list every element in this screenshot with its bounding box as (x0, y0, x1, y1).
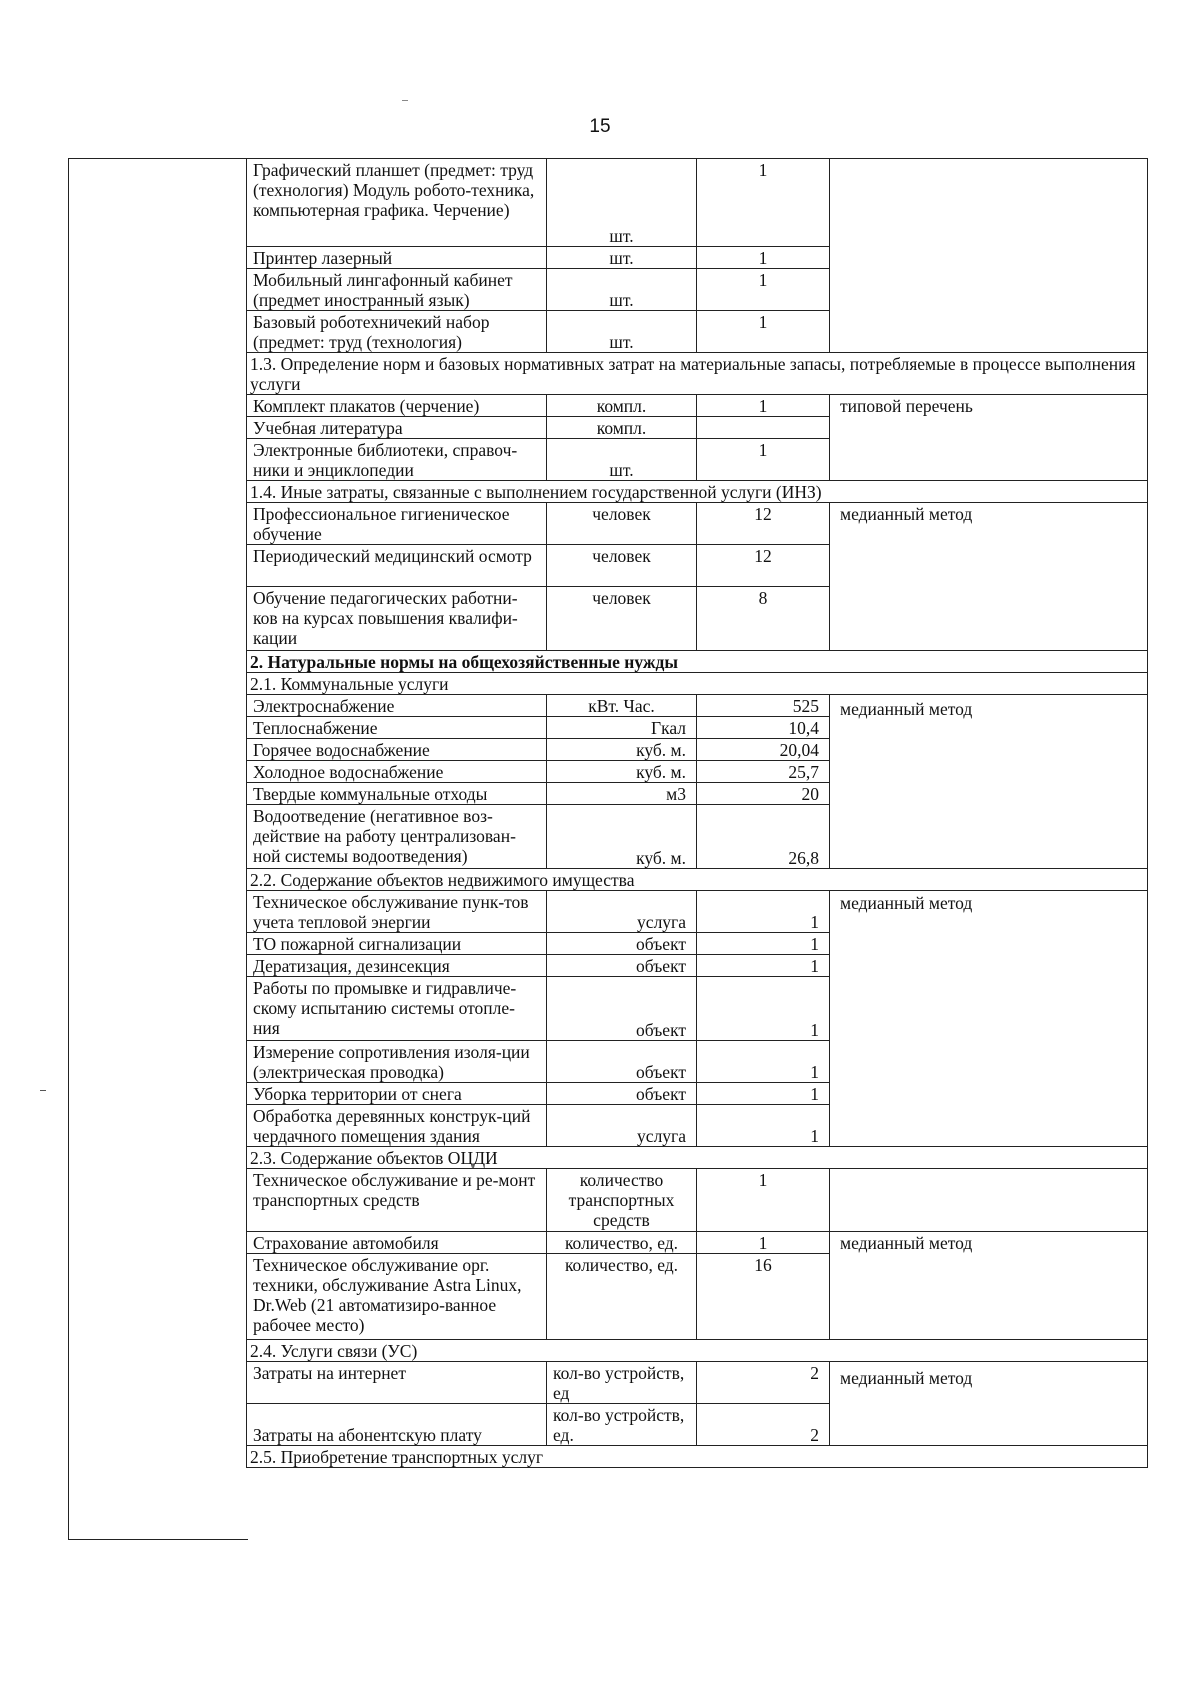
item-note: медианный метод (830, 891, 1148, 1147)
item-unit: куб. м. (547, 805, 697, 869)
item-value: 26,8 (697, 805, 830, 869)
item-value: 25,7 (697, 761, 830, 783)
item-unit: количество, ед. (547, 1254, 697, 1340)
item-unit: объект (547, 1083, 697, 1105)
item-unit: шт. (547, 269, 697, 311)
item-note: медианный метод (830, 503, 1148, 651)
item-value: 1 (697, 933, 830, 955)
page-number: 15 (589, 116, 611, 137)
item-unit: Гкал (547, 717, 697, 739)
item-value: 20,04 (697, 739, 830, 761)
item-name: Обработка деревянных конструк-ций чердачного помещения здания (247, 1105, 547, 1147)
item-name: Электроснабжение (247, 695, 547, 717)
section-header: 2.5. Приобретение транспортных услуг (247, 1446, 1148, 1468)
item-name: Обучение педагогических работни-ков на курсах повышения квалифи-кации (247, 587, 547, 651)
item-name: Периодический медицинский осмотр (247, 545, 547, 587)
item-name: Техническое обслуживание орг. техники, обслуживание Astra Linux, Dr.Web (21 автоматизиро-ванное рабочее место) (247, 1254, 547, 1340)
left-empty-column (68, 158, 248, 1540)
item-name: Графический планшет (предмет: труд (технология) Модуль робото-техника, компьютерная графика. Черчение) (247, 159, 547, 247)
item-name: Мобильный лингафонный кабинет (предмет иностранный язык) (247, 269, 547, 311)
item-name: Базовый роботехничекий набор (предмет: труд (технология) (247, 311, 547, 353)
item-value: 1 (697, 269, 830, 311)
item-unit: шт. (547, 159, 697, 247)
item-value: 1 (697, 1105, 830, 1147)
item-unit: объект (547, 977, 697, 1041)
item-value: 1 (697, 395, 830, 417)
item-name: Измерение сопротивления изоля-ции (электрическая проводка) (247, 1041, 547, 1083)
item-unit: куб. м. (547, 761, 697, 783)
item-unit: услуга (547, 1105, 697, 1147)
item-unit: кол-во устройств, ед (547, 1362, 697, 1404)
item-value: 1 (697, 1232, 830, 1254)
item-note (830, 1169, 1148, 1232)
item-value: 1 (697, 891, 830, 933)
item-name: Профессиональное гигиеническое обучение (247, 503, 547, 545)
item-note (830, 159, 1148, 353)
item-unit: объект (547, 933, 697, 955)
item-name: Комплект плакатов (черчение) (247, 395, 547, 417)
item-name: Техническое обслуживание и ре-монт транспортных средств (247, 1169, 547, 1232)
item-note: медианный метод (830, 695, 1148, 869)
item-unit: кол-во устройств, ед. (547, 1404, 697, 1446)
norms-table (246, 158, 1148, 1468)
item-value: 8 (697, 587, 830, 651)
section-header: 2. Натуральные нормы на общехозяйственные нужды (247, 651, 1148, 673)
item-name: Водоотведение (негативное воз-действие на работу централизован-ной системы водоотведения) (247, 805, 547, 869)
item-value: 525 (697, 695, 830, 717)
item-name: Затраты на абонентскую плату (247, 1404, 547, 1446)
item-unit: объект (547, 1041, 697, 1083)
item-name: Принтер лазерный (247, 247, 547, 269)
item-value: 1 (697, 311, 830, 353)
item-value (697, 417, 830, 439)
item-unit: человек (547, 545, 697, 587)
item-value: 1 (697, 955, 830, 977)
item-name: Горячее водоснабжение (247, 739, 547, 761)
item-name: Уборка территории от снега (247, 1083, 547, 1105)
item-unit: количество, ед. (547, 1232, 697, 1254)
item-unit: кВт. Час. (547, 695, 697, 717)
item-name: Учебная литература (247, 417, 547, 439)
item-name: Холодное водоснабжение (247, 761, 547, 783)
item-value: 1 (697, 977, 830, 1041)
item-value: 1 (697, 1083, 830, 1105)
item-name: Теплоснабжение (247, 717, 547, 739)
item-unit: компл. (547, 395, 697, 417)
section-header: 2.2. Содержание объектов недвижимого имущества (247, 869, 1148, 891)
section-header: 2.4. Услуги связи (УС) (247, 1340, 1148, 1362)
item-value: 1 (697, 247, 830, 269)
item-value: 1 (697, 439, 830, 481)
item-unit: количество транспортных средств (547, 1169, 697, 1232)
scan-mark (402, 100, 408, 101)
item-value: 2 (697, 1362, 830, 1404)
item-name: Страхование автомобиля (247, 1232, 547, 1254)
item-value: 16 (697, 1254, 830, 1340)
item-value: 10,4 (697, 717, 830, 739)
item-name: Твердые коммунальные отходы (247, 783, 547, 805)
item-unit: шт. (547, 247, 697, 269)
item-name: Электронные библиотеки, справоч-ники и энциклопедии (247, 439, 547, 481)
item-unit: компл. (547, 417, 697, 439)
item-unit: услуга (547, 891, 697, 933)
item-unit: человек (547, 503, 697, 545)
section-header: 2.3. Содержание объектов ОЦДИ (247, 1147, 1148, 1169)
item-unit: м3 (547, 783, 697, 805)
item-value: 12 (697, 545, 830, 587)
scan-mark (40, 1090, 46, 1091)
item-name: Затраты на интернет (247, 1362, 547, 1404)
item-unit: объект (547, 955, 697, 977)
item-value: 20 (697, 783, 830, 805)
section-header: 1.4. Иные затраты, связанные с выполнением государственной услуги (ИНЗ) (247, 481, 1148, 503)
section-header: 1.3. Определение норм и базовых нормативных затрат на материальные запасы, потребляемые в процессе выполнения услуги (247, 353, 1148, 395)
item-value: 1 (697, 1041, 830, 1083)
item-value: 1 (697, 159, 830, 247)
item-name: Техническое обслуживание пунк-тов учета тепловой энергии (247, 891, 547, 933)
item-value: 12 (697, 503, 830, 545)
item-note: медианный метод (830, 1232, 1148, 1340)
item-unit: человек (547, 587, 697, 651)
item-unit: шт. (547, 439, 697, 481)
item-value: 1 (697, 1169, 830, 1232)
item-name: Работы по промывке и гидравличе-скому испытанию системы отопле-ния (247, 977, 547, 1041)
item-note: медианный метод (830, 1362, 1148, 1446)
item-name: ТО пожарной сигнализации (247, 933, 547, 955)
item-unit: шт. (547, 311, 697, 353)
section-header: 2.1. Коммунальные услуги (247, 673, 1148, 695)
item-unit: куб. м. (547, 739, 697, 761)
item-name: Дератизация, дезинсекция (247, 955, 547, 977)
item-value: 2 (697, 1404, 830, 1446)
item-note: типовой перечень (830, 395, 1148, 481)
